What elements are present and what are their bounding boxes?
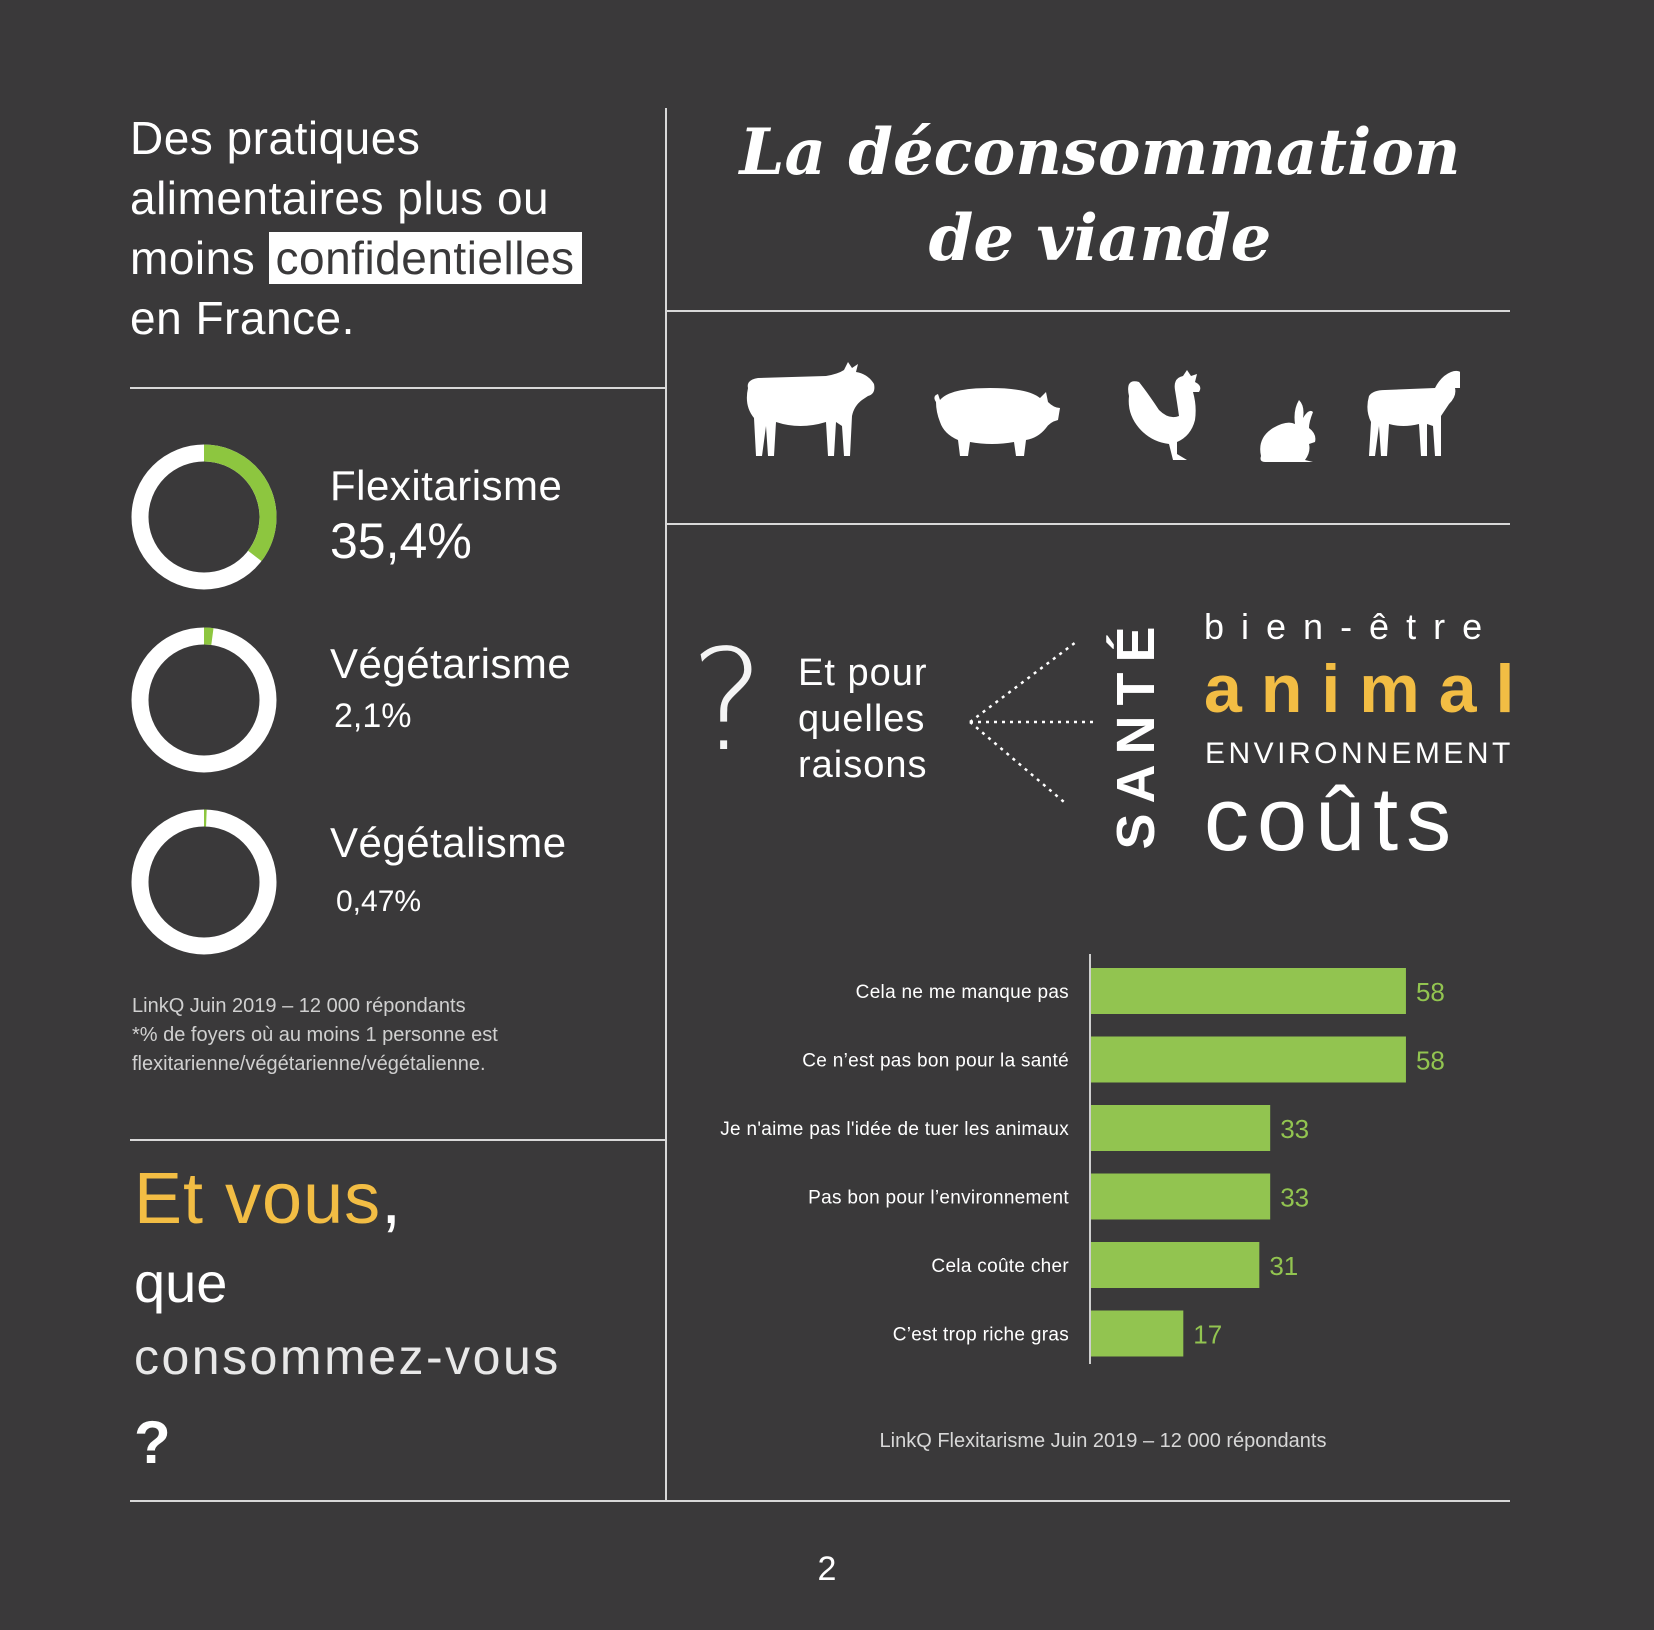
ask-line-1 — [134, 1158, 402, 1240]
chart-source: LinkQ Flexitarisme Juin 2019 – 12 000 répondants — [879, 1430, 1327, 1452]
bar-value-label: 58 — [1415, 977, 1445, 1007]
donut-ring — [140, 636, 268, 764]
reason-animal: animal — [1204, 651, 1534, 727]
bar-value-label: 33 — [1280, 1182, 1310, 1213]
donut-ring — [140, 818, 268, 946]
left-heading-line-2: alimentaires plus ou — [130, 172, 550, 224]
reasons-question-line-2: quelles — [798, 698, 926, 740]
right-divider-middle — [666, 523, 1510, 525]
question-mark-icon: ? — [690, 620, 765, 783]
bar-label: Cela coûte cher — [931, 1256, 1069, 1277]
reasons-bar-chart — [680, 940, 1510, 1470]
left-source-line-3: flexitarienne/végétarienne/végétalienne. — [132, 1053, 486, 1075]
bar — [1091, 1105, 1270, 1151]
reason-couts: coûts — [1204, 770, 1460, 870]
animal-icons — [740, 360, 1460, 470]
bottom-divider — [130, 1500, 1510, 1502]
center-divider — [665, 108, 667, 1502]
left-heading-line-1: Des pratiques — [130, 112, 421, 164]
right-heading — [700, 110, 1500, 282]
bar-value-label: 17 — [1193, 1319, 1223, 1350]
ask-comma: , — [381, 1159, 403, 1239]
right-heading-line-2: de viande — [928, 201, 1272, 276]
stat-value-vegetalisme: 0,47% — [336, 885, 422, 918]
ask-line-4: ? — [134, 1409, 171, 1476]
left-heading-highlight: confidentielles — [269, 232, 582, 284]
ask-et-vous: Et vous — [134, 1159, 382, 1239]
pig-icon — [934, 388, 1060, 456]
reasons-question — [798, 650, 928, 788]
bar-value-label: 58 — [1415, 1045, 1445, 1076]
stat-value-flexitarisme: 35,4% — [330, 513, 472, 569]
dotted-arrows — [960, 630, 1100, 810]
reasons-question-line-3: raisons — [798, 744, 928, 786]
right-divider-top — [666, 310, 1510, 312]
goat-icon — [1367, 371, 1460, 456]
left-source-line-1: LinkQ Juin 2019 – 12 000 répondants — [132, 995, 466, 1017]
stat-name-vegetarisme: Végétarisme — [330, 640, 572, 687]
left-heading-moins: moins — [130, 232, 256, 284]
bar — [1091, 968, 1406, 1014]
left-heading-line-4: en France. — [130, 292, 355, 344]
reason-environnement: ENVIRONNEMENT — [1205, 737, 1514, 770]
bar — [1091, 1311, 1183, 1357]
left-source-line-2: *% de foyers où au moins 1 personne est — [132, 1024, 498, 1046]
bar — [1091, 1242, 1259, 1288]
bar-label: Pas bon pour l’environnement — [808, 1187, 1069, 1209]
cow-icon — [747, 362, 875, 456]
bar-label: Cela ne me manque pas — [855, 982, 1069, 1003]
bar-label: Ce n’est pas bon pour la santé — [802, 1050, 1069, 1072]
stat-name-vegetalisme: Végétalisme — [330, 819, 567, 866]
left-source-note — [132, 992, 612, 1079]
bar-value-label: 31 — [1269, 1251, 1299, 1281]
ask-line-3: consommez-vous — [134, 1329, 561, 1385]
reason-bien-etre: bien-être — [1204, 606, 1500, 647]
rooster-icon — [1128, 370, 1200, 460]
reason-sante: SANTÉ — [1106, 616, 1166, 850]
bar-label: Je n'aime pas l'idée de tuer les animaux — [720, 1119, 1069, 1140]
left-divider-middle — [130, 1139, 666, 1141]
stat-value-vegetarisme: 2,1% — [334, 697, 412, 735]
ask-line-2: que — [134, 1251, 228, 1314]
stat-name-flexitarisme: Flexitarisme — [330, 462, 563, 509]
right-heading-line-1: La déconsommation — [739, 115, 1461, 190]
bar-label: C’est trop riche gras — [892, 1324, 1069, 1346]
rabbit-icon — [1260, 400, 1315, 462]
page-number: 2 — [817, 1550, 837, 1588]
bar — [1091, 1174, 1270, 1220]
bar — [1091, 1037, 1406, 1083]
reasons-question-line-1: Et pour — [798, 652, 928, 694]
bar-value-label: 33 — [1280, 1114, 1310, 1144]
